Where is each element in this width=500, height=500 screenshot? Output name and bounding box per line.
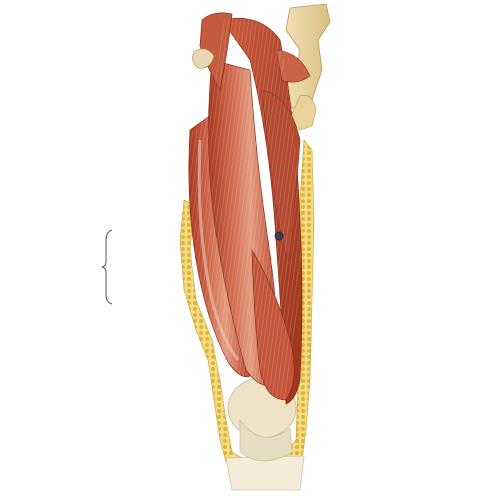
bracket-marker: [102, 230, 112, 304]
femoral-vessel: [275, 232, 283, 240]
